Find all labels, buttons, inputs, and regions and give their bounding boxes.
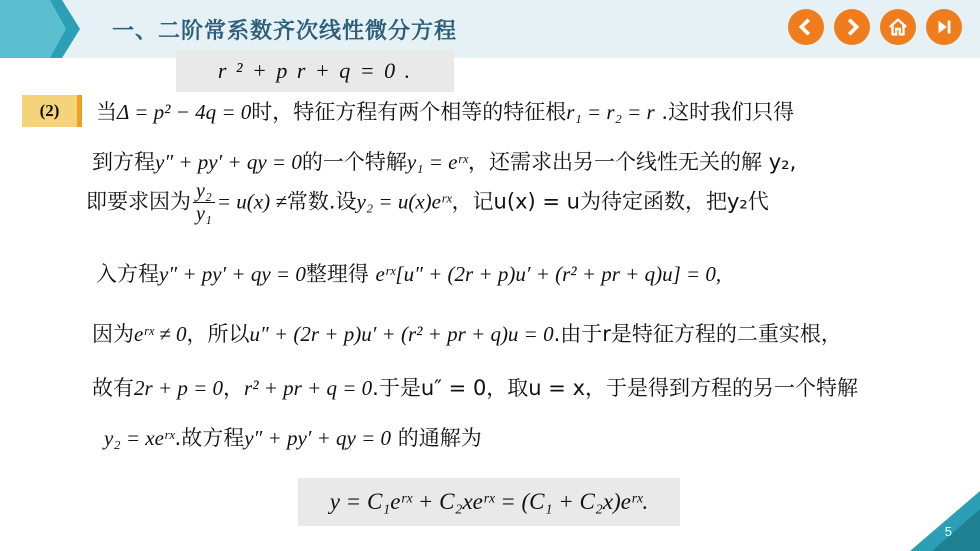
chevron-right-icon xyxy=(841,16,863,38)
text-line-2 xyxy=(92,146,796,176)
fraction xyxy=(193,180,215,225)
text-line-4 xyxy=(96,258,721,288)
math-expr: eʳˣ ≠ 0 xyxy=(134,322,187,346)
corner-triangle xyxy=(910,491,980,551)
text-line-7 xyxy=(104,422,482,452)
math-expr: y″ + py′ + qy = 0 xyxy=(159,262,306,286)
fraction-numerator: y₂ xyxy=(193,180,215,203)
text-line-3 xyxy=(86,180,769,225)
line-text: ，记u(x) = u为待定函数，把y₂代 xyxy=(451,189,769,214)
line-text: 整理得 xyxy=(305,262,376,286)
math-expr: Δ = p² − 4q = 0 xyxy=(117,100,252,124)
line-text: ，还需求出另一个线性无关的解 y₂, xyxy=(468,150,797,174)
skip-end-icon xyxy=(933,16,955,38)
math-expr: y₂ = xeʳˣ xyxy=(104,426,175,450)
line-text: .这时我们只得 xyxy=(654,100,795,124)
text-line-5 xyxy=(92,318,842,348)
page-number: 5 xyxy=(944,524,952,539)
line-text: 的通解为 xyxy=(391,426,482,450)
math-expr: y₁ = eʳˣ xyxy=(406,150,469,174)
math-expr: 2r + p = 0 xyxy=(134,376,224,400)
page-title: 一、二阶常系数齐次线性微分方程 xyxy=(112,19,458,44)
line-text: 常数.设 xyxy=(286,189,357,214)
line-text: 故有 xyxy=(92,376,134,400)
line-text: .于是u″ = 0，取u = x，于是得到方程的另一个特解 xyxy=(372,376,858,400)
fraction-denominator: y₁ xyxy=(196,203,212,225)
math-expr: y″ + py′ + qy = 0 xyxy=(244,426,392,450)
math-expr: r₁ = r₂ = r xyxy=(566,100,655,124)
end-button[interactable] xyxy=(926,9,962,45)
math-expr: r² + pr + q = 0 xyxy=(244,376,373,400)
text-line-1 xyxy=(96,96,794,126)
case-badge: (2) xyxy=(22,95,82,127)
line-text: 入方程 xyxy=(96,262,159,286)
line-text: ，所以 xyxy=(186,322,250,346)
characteristic-equation: r ² + p r + q = 0 . xyxy=(176,50,454,92)
line-text: 到方程 xyxy=(92,150,155,174)
math-expr: u″ + (2r + p)u′ + (r² + pr + q)u = 0 xyxy=(249,322,554,346)
header-tab-shape xyxy=(0,0,80,58)
line-text: .故方程 xyxy=(174,426,245,450)
math-expr: y₂ = u(x)eʳˣ xyxy=(356,189,452,214)
math-expr: = u(x) ≠ xyxy=(216,189,287,214)
home-icon xyxy=(887,16,909,38)
math-expr: y″ + py′ + qy = 0 xyxy=(155,150,302,174)
home-button[interactable] xyxy=(880,9,916,45)
chevron-left-icon xyxy=(795,16,817,38)
line-text: 因为 xyxy=(92,322,134,346)
next-button[interactable] xyxy=(834,9,870,45)
text-line-6 xyxy=(92,372,858,402)
prev-button[interactable] xyxy=(788,9,824,45)
line-text: 时，特征方程有两个相等的特征根 xyxy=(251,100,567,124)
math-expr: eʳˣ[u″ + (2r + p)u′ + (r² + pr + q)u] = 0, xyxy=(375,262,722,286)
line-text: 的一个特解 xyxy=(301,150,407,174)
line-text: 即要求因为 xyxy=(86,189,191,214)
line-text: .由于r是特征方程的二重实根， xyxy=(553,322,842,346)
line-text: ， xyxy=(223,376,245,400)
header-bar xyxy=(0,0,980,58)
general-solution-equation: y = C₁eʳˣ + C₂xeʳˣ = (C₁ + C₂x)eʳˣ. xyxy=(298,478,680,526)
line-text: 当 xyxy=(96,100,117,124)
